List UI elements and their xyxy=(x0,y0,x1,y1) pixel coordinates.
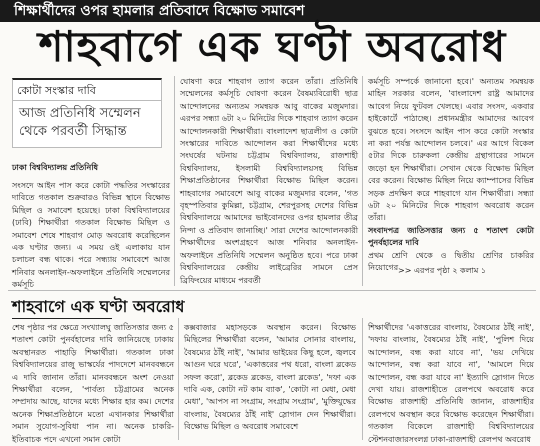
continuation-headline: শাহবাগে এক ঘণ্টা অবরোধ xyxy=(12,297,185,316)
article-column-1 xyxy=(12,180,170,290)
kicker-box: আজ প্রতিনিধি সম্মেলন থেকে পরবর্তী সিদ্ধান্ত xyxy=(12,100,162,148)
article-text: প্রথম শ্রেণি থেকে ও দ্বিতীয় শ্রেণির চাকরির নিয়োগের xyxy=(368,250,534,273)
article-text: কক্সবাজার মহাসড়কে অবস্থান করেন। বিক্ষোভ মিছিলের শিক্ষার্থীরা বলেন, 'আমার সোনার বাংলায়, বৈষম্যের ঠাঁই নাই', 'আমার ভাইয়ের কিছু হলে, জ্বলবে আগুন ঘরে ঘরে', 'একাত্তরের পথ ধরো, বাংলা ব্লকেড সফল করো', ব্লকেড ব্লকেড, বাংলা ব্লকেড', 'দফা এক দাবি এক, কোটা নট কাম ব্যাক', 'কোটা না মেধা, মেধা মেধা', 'আপস না সংগ্রাম, সংগ্রাম সংগ্রাম', 'মুক্তিযুদ্ধের বাংলায়, বৈষম্যের ঠাঁই নাই' স্লোগান দেন শিক্ষার্থীরা। বিক্ষোভ মিছিল ও অবরোধ সমাবেশে xyxy=(184,323,356,432)
article-text: সংসদে আইন পাস করে কোটা পদ্ধতির সংস্কারের দাবিতে গতকাল শুক্রবারও বিভিন্ন স্থানে বিক্ষোভ মিছিল ও সমাবেশ হয়েছে। ঢাকা বিশ্ববিদ্যালয়ের (ঢাবি) শিক্ষার্থীরা গতকাল বিক্ষোভ মিছিল ও সমাবেশ শেষে শাহবাগ মোড় অবরোধ করেছিলেন এক ঘণ্টার জন্য। এ সময় ওই এলাকায় যান চলাচল বন্ধ থাকে। পরে সন্ধ্যায় সমাবেশে আজ শনিবার অনলাইন-অফলাইনে প্রতিনিধি সম্মেলনের কর্মসূচি xyxy=(12,181,170,290)
lower-column-1 xyxy=(12,322,174,444)
subhead: সংবাদপত্র জাতিসত্তার জন্য ৫ শতাংশ কোটা পুনর্বহালের দাবি xyxy=(368,225,534,248)
article-text: শেষ পৃষ্ঠার পর ক্ষেত্রে সংখ্যালঘু জাতিসত্তার জন্য ৫ শতাংশ কোটা পুনর্বহালের দাবি জানিয়েছে ঢাকায় অবস্থানরত পাহাড়ি শিক্ষার্থীরা। গতকাল ঢাকা বিশ্ববিদ্যালয়ের রাজু ভাস্কর্যের পাদদেশে মানববন্ধনে এ দাবি জানান তাঁরা। মানববন্ধনে অংশ নেওয়া শিক্ষার্থীরা বলেন, 'পার্বত্য চট্টগ্রামের অনেক সম্প্রদায় আছে, যাদের মধ্যে শিক্ষার হার কম। দেশের অনেক শিক্ষাপ্রতিষ্ঠানে মতো এখানকার শিক্ষার্থীরা সমান সুযোগ-সুবিধা পান না। অনেক চাকরি-ইতিবাচক পদে এখনো সমান কোটা xyxy=(12,323,174,444)
section-divider xyxy=(8,290,536,291)
column-rule xyxy=(178,318,179,440)
jump-line[interactable]: >> এরপর পৃষ্ঠা ২ কলাম ১ xyxy=(398,266,487,275)
column-rule xyxy=(362,76,363,286)
strapline: শিক্ষার্থীদের ওপর হামলার প্রতিবাদে বিক্ষোভ সমাবেশ xyxy=(0,0,540,22)
article-text: ঘোষণা করে শাহবাগ ত্যাগ করেন তাঁরা। প্রতিনিধি সম্মেলনের কর্মসূচি ঘোষণা করেন বৈষম্যবিরোধী ছাত্র আন্দোলনের অন্যতম সমন্বয়ক আবু বাকের মজুমদার। এরপর সন্ধ্যা ৬টা ২০ মিনিটের দিকে শাহবাগ ত্যাগ করেন আন্দোলনকারী শিক্ষার্থীরা। বাংলাদেশ ছাত্রলীগ ও কোটা সংস্কারের দাবিতে আন্দোলন করা শিক্ষার্থীদের মধ্যে সংঘর্ষের ঘটনায় চট্টগ্রাম বিশ্ববিদ্যালয়, রাজশাহী বিশ্ববিদ্যালয়, ইসলামী বিশ্ববিদ্যালয়সহ বিভিন্ন শিক্ষাপ্রতিষ্ঠানের শিক্ষার্থীরা বিক্ষোভ মিছিল করেন। শাহবাগের সমাবেশে আবু বাকের মজুমদার বলেন, 'গত বৃহস্পতিবার কুমিল্লা, চট্টগ্রাম, শেরপুরসহ দেশের বিভিন্ন বিশ্ববিদ্যালয়ে আমাদের ভাইবোনদের ওপর হামলার তীব্র নিন্দা ও প্রতিবাদ জানাচ্ছি।' সারা দেশের আন্দোলনকারী শিক্ষার্থীদের অংশগ্রহণে আজ শনিবার অনলাইন-অফলাইনে প্রতিনিধি সম্মেলন অনুষ্ঠিত হবে। পরে ঢাকা বিশ্ববিদ্যালয়ের কেন্দ্রীয় লাইব্রেরির সামনে প্রেস ব্রিফিংয়ের মাধ্যমে পরবর্তী xyxy=(180,77,358,285)
lower-column-3 xyxy=(368,322,534,444)
reporter-credit: ঢাকা বিশ্ববিদ্যালয় প্রতিনিধি xyxy=(12,163,98,172)
box-tag: কোটা সংস্কার দাবি xyxy=(12,78,162,100)
lower-column-2 xyxy=(184,322,356,440)
column-rule xyxy=(174,76,175,286)
main-headline: শাহবাগে এক ঘণ্টা অবরোধ xyxy=(38,22,507,71)
article-text: শিক্ষার্থীদের 'একাত্তরের বাংলায়, বৈষম্যের ঠাঁই নাই', 'দফায় বাংলায়, বৈষম্যের ঠাঁই নাই', 'পুলিশ দিয়ে আন্দোলন, বন্ধ করা যাবে না', 'ভয় দেখিয়ে আন্দোলন, বন্ধ করা যাবে না', 'আমলে দিয়ে আন্দোলন, বন্ধ করা যাবে না' ইত্যাদি স্লোগান দিতে দেখা যায়। রাজশাহীতে রেলপথে অবরোধ করে বিক্ষোভ রাজশাহী প্রতিনিধি জানান, রাজশাহীর রেলপথে অবস্থান করে বিক্ষোভ করেছেন শিক্ষার্থীরা। গতকাল বিকেলে রাজশাহী বিশ্ববিদ্যালয়ের স্টেশনবাজারসংলগ্ন ঢাকা-রাজশাহী রেলপথ অবরোধ xyxy=(368,323,534,444)
article-text: কর্মসূচি সম্পর্কে জানানো হবে।' অন্যতম সমন্বয়ক মাহিন সরকার বলেন, 'বাংলাদেশ রাষ্ট্র আমাদের আবেগ নিয়ে ফুটবল খেলছে। এবার সংসদ, একবার হাইকোর্টে পাঠাচ্ছে। প্রধানমন্ত্রীর আমাদের আবেগ বুঝতে হবে। সংসদে আইন পাস করে কোটা সংস্কার না করা পর্যন্ত আন্দোলন চলবে।' এর আগে বিকেল ৫টার দিকে চারুকলা কেন্দ্রীয় গ্রন্থাগারের সামনে জড়ো হন শিক্ষার্থীরা। সেখান থেকে বিক্ষোভ মিছিল বের করেন। বিক্ষোভ মিছিল নিয়ে ক্যাম্পাসের বিভিন্ন সড়ক প্রদক্ষিণ করে শাহবাগে যান শিক্ষার্থীরা। সন্ধ্যা ৬টা ২০ মিনিটের দিকে শাহবাগ অবরোধ করেন তাঁরা। xyxy=(368,77,534,223)
article-column-2 xyxy=(180,76,358,284)
column-rule xyxy=(362,318,363,440)
headline-underline xyxy=(12,318,112,319)
